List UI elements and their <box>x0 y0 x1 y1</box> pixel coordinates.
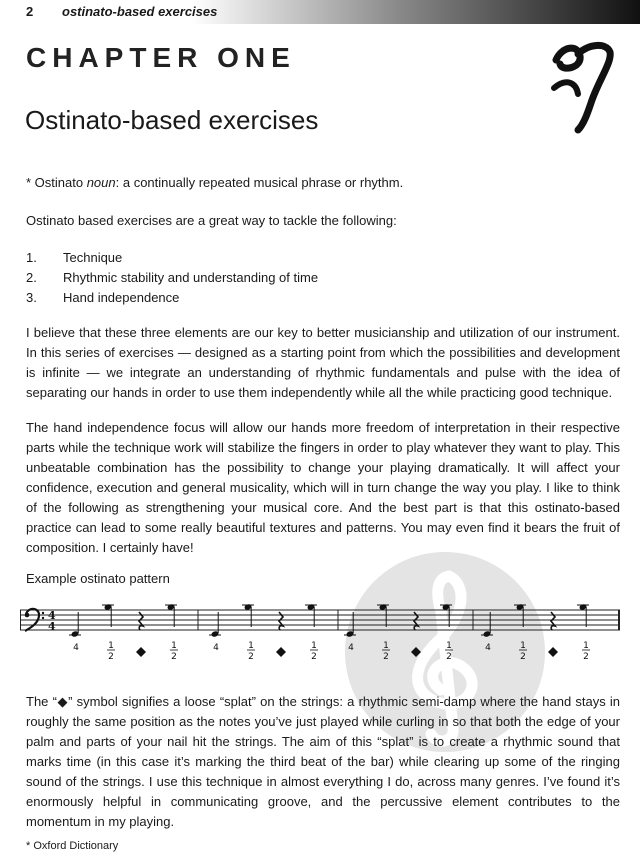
list-item <box>26 248 620 268</box>
fingering-1: 1 <box>248 641 254 651</box>
fingering-1: 1 <box>171 641 177 651</box>
intro-text: Ostinato based exercises are a great way to tackle the following: <box>26 213 397 228</box>
fingering-1: 1 <box>446 641 452 651</box>
list-item-number: 1. <box>26 250 37 265</box>
fingering-1: 1 <box>583 641 589 651</box>
footnote: * Oxford Dictionary <box>26 840 119 852</box>
splat-diamond-icon <box>136 647 146 657</box>
list-item-number: 3. <box>26 290 37 305</box>
fingering-4: 4 <box>348 643 354 653</box>
fingering-1: 1 <box>108 641 114 651</box>
fingering-4: 4 <box>213 643 219 653</box>
running-title: ostinato-based exercises <box>62 4 218 19</box>
chapter-label: CHAPTER ONE <box>26 42 296 73</box>
list-item-text: Technique <box>63 250 123 265</box>
fingering-1: 1 <box>520 641 526 651</box>
focus-list <box>26 248 620 308</box>
time-signature-top: 4 <box>48 609 56 622</box>
fingering-2: 2 <box>583 652 589 662</box>
list-item <box>26 268 620 288</box>
definition <box>26 173 620 193</box>
example-label: Example ostinato pattern <box>26 571 170 586</box>
splat-text-before: The “ <box>26 694 57 709</box>
paragraph: I believe that these three elements are our key to better musicianship and utilization of our instrument. In this series of exercises — designed as a starting point from which the possibilities and development is infinite — we integrate an understanding of rhythmic fundamentals and pulse with the idea of separating our hands in order to use them independently while all the while practicing good technique. <box>26 325 620 400</box>
list-item-number: 2. <box>26 270 37 285</box>
list-item <box>26 288 620 308</box>
paragraph: The hand independence focus will allow our hands more freedom of interpretation in their respective parts while the technique work will stabilize the fingers in order to play whatever they want to play. This unbeatable combination has the possibility to change your playing dramatically. It will affect your confidence, execution and general musicality, which will in turn change the way you play. I like to think of the following as strengthening your musical core. And the best part is that this ostinato-based practice can lead to some really beautiful textures and patterns. You may even find it bears the fruit of composition. I certainly have! <box>26 420 620 555</box>
fingering-2: 2 <box>520 652 526 662</box>
fingering-2: 2 <box>171 652 177 662</box>
fingering-1: 1 <box>383 641 389 651</box>
list-item-text: Rhythmic stability and understanding of time <box>63 270 319 285</box>
ostinato-notation <box>20 600 620 670</box>
list-item-text: Hand independence <box>63 290 180 305</box>
chapter-ornament-icon <box>548 38 618 138</box>
definition-word: noun <box>86 175 116 190</box>
fingering-1: 1 <box>311 641 317 651</box>
splat-diamond-icon <box>548 647 558 657</box>
fingering-2: 2 <box>383 652 389 662</box>
fingering-2: 2 <box>311 652 317 662</box>
splat-text-after: ” symbol signifies a loose “splat” on the strings: a rhythmic semi-damp where the hand stays in roughly the same position as the notes you’ve just played while curling in so that both the edge of your palm and parts of your nail hit the strings. The aim of this “splat” is to create a rhythmic sound that marks time (in this case it’s marking the third beat of the bar) while clearing up some of the ringing sound of the strings. I use this technique in almost everything I do, across many genres. I’ve found it’s enormously helpful in communicating groove, and the percussive element contributes to the momentum in my playing. <box>26 694 621 829</box>
fingering-2: 2 <box>108 652 114 662</box>
definition-text: : a continually repeated musical phrase or rhythm. <box>115 175 404 190</box>
fingering-2: 2 <box>446 652 452 662</box>
fingering-2: 2 <box>248 652 254 662</box>
definition-prefix: * Ostinato <box>26 175 87 190</box>
fingering-4: 4 <box>73 643 79 653</box>
chapter-title: Ostinato-based exercises <box>25 105 319 135</box>
page-number: 2 <box>26 4 34 19</box>
splat-symbol: ◆ <box>56 694 69 709</box>
splat-paragraph <box>26 692 620 832</box>
splat-diamond-icon <box>276 647 286 657</box>
splat-diamond-icon <box>411 647 421 657</box>
fingering-4: 4 <box>485 643 491 653</box>
time-signature-bottom: 4 <box>48 620 56 633</box>
